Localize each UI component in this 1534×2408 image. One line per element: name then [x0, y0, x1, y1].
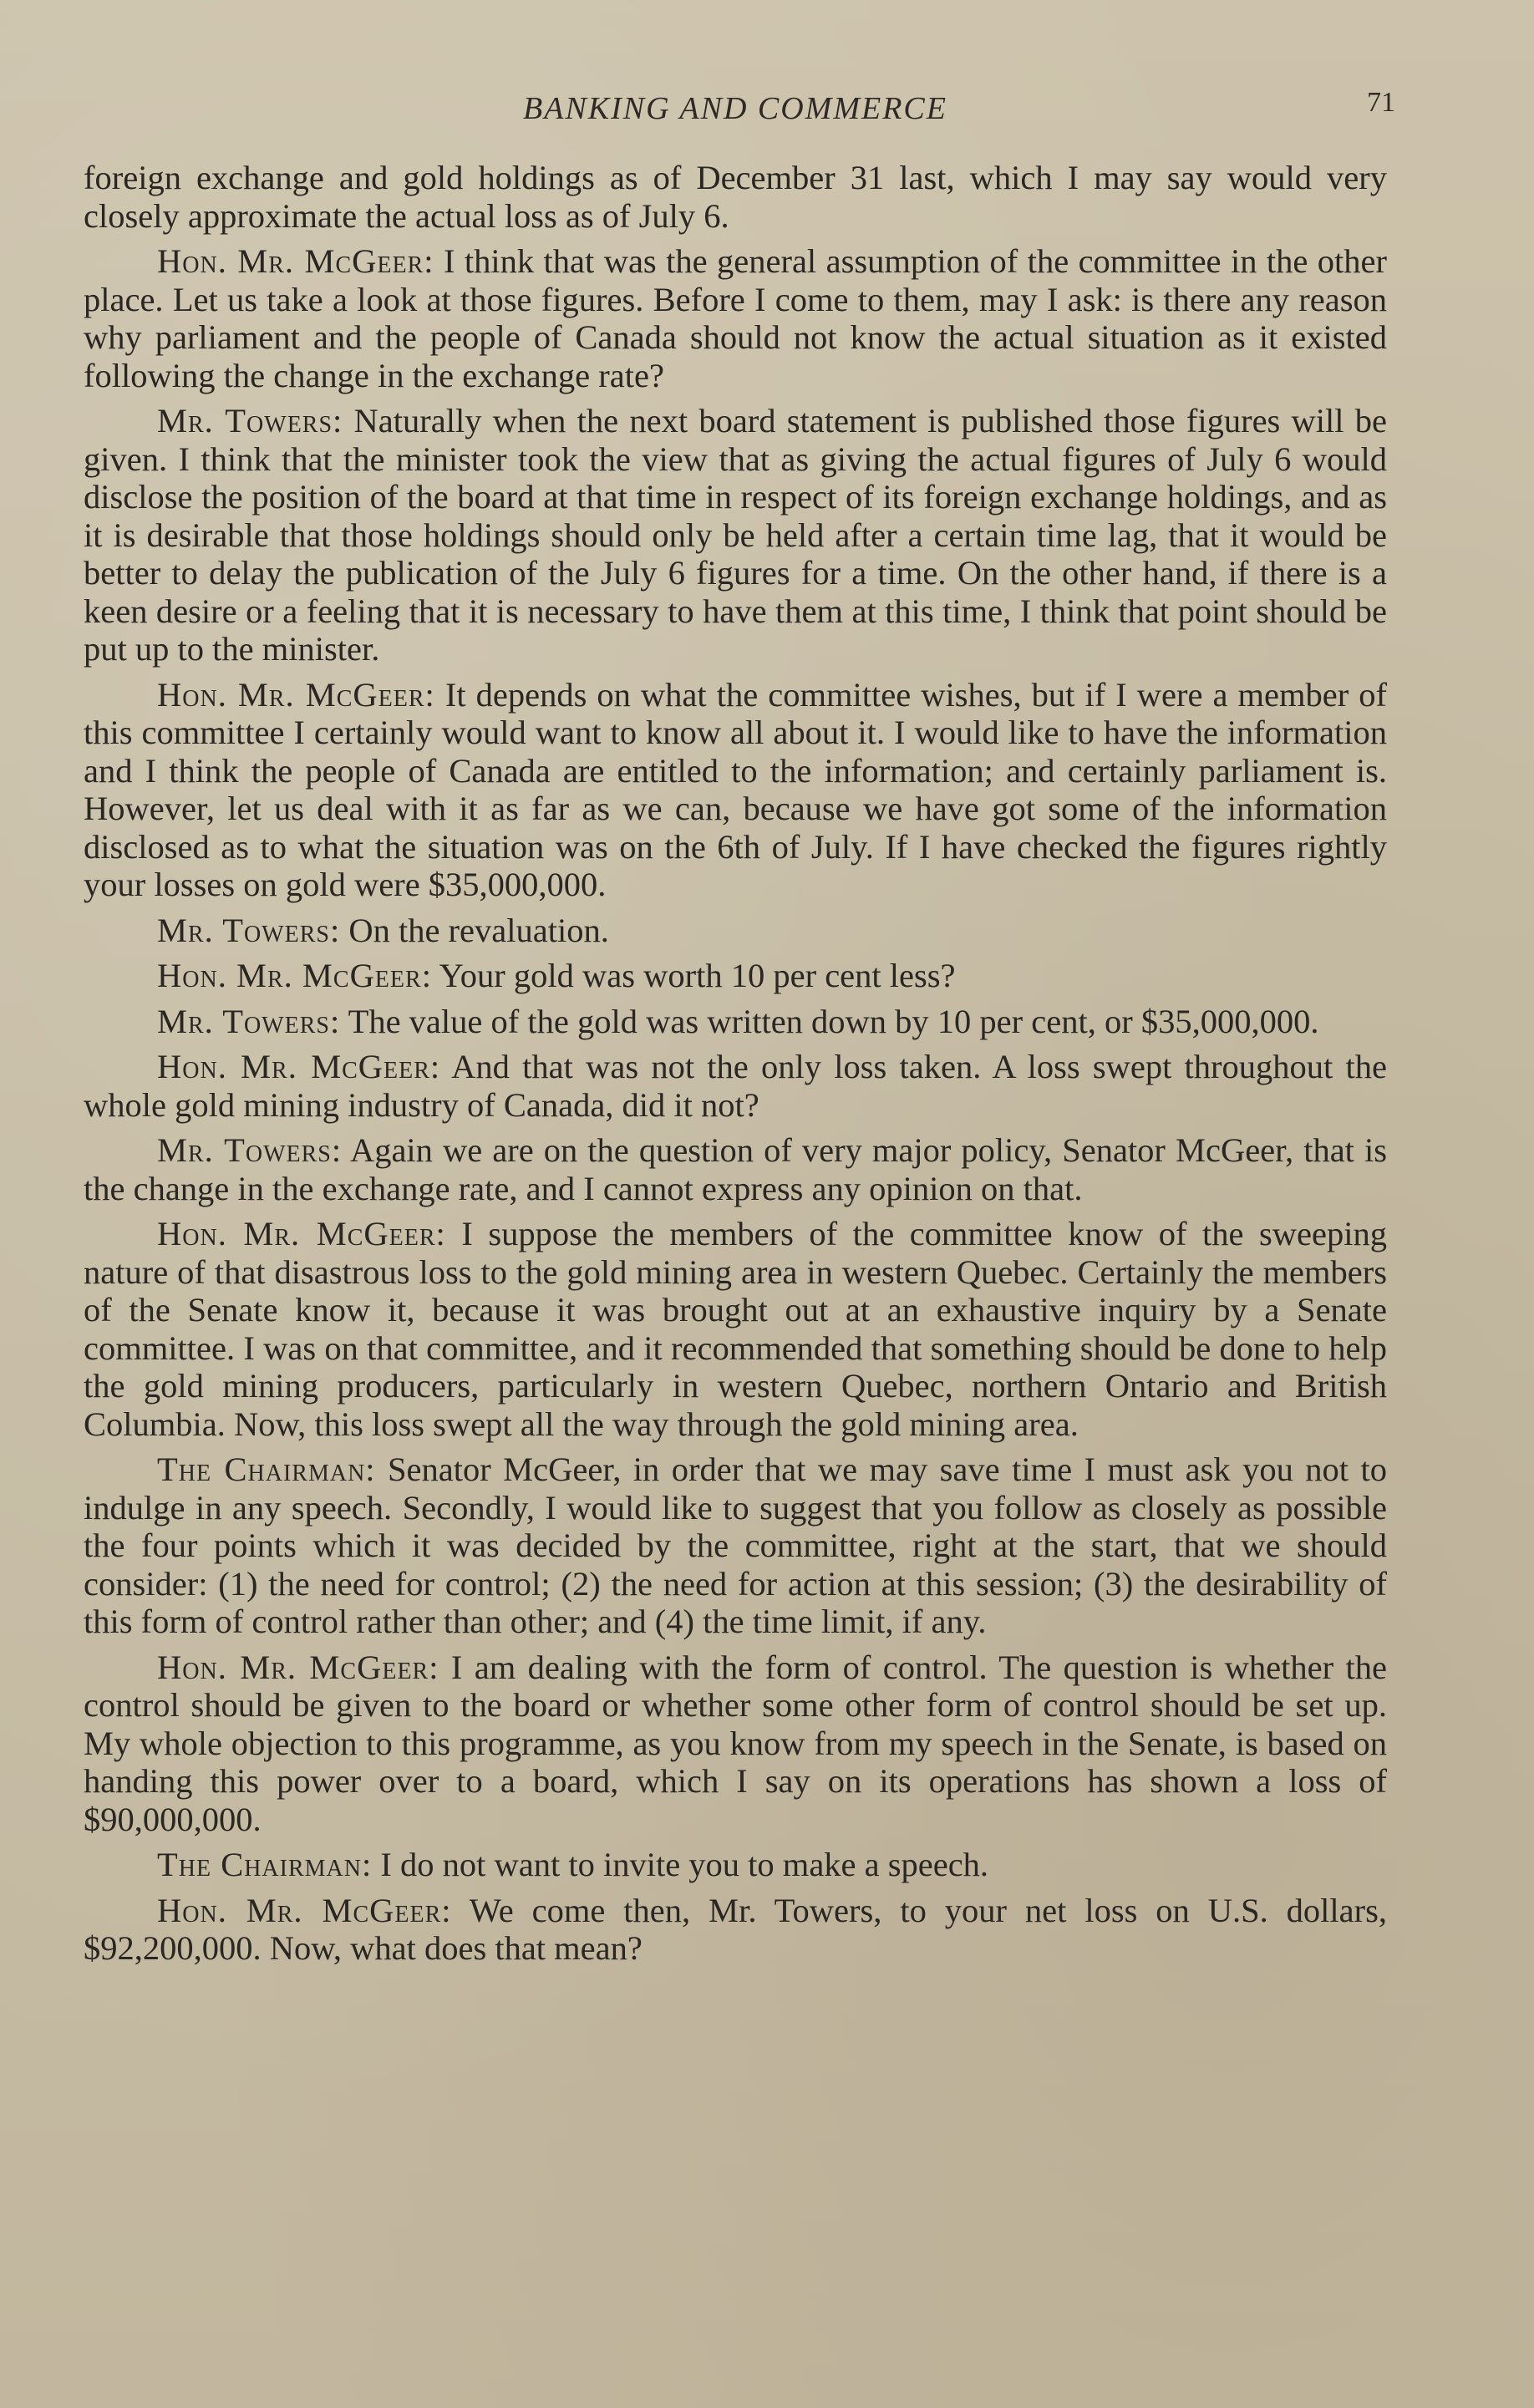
speaker: Mr. Towers:: [157, 1002, 341, 1040]
paragraph: [84, 1215, 1387, 1443]
body-text: [84, 159, 1387, 1975]
paragraph: [84, 957, 1387, 995]
paragraph: [84, 242, 1387, 394]
speaker: Mr. Towers:: [157, 1131, 343, 1169]
speaker: The Chairman:: [157, 1846, 373, 1883]
paragraph-text: Senator McGeer, in order that we may save time I must ask you not to indulge in any speech. Secondly, I would like to suggest that you follow as closely as possible the four points which it was decided by the committee, right at the start, that we should consider: (1) the need for control; (2) the need for action at this session; (3) the desirability of this form of control rather than other; and (4) the time limit, if any.: [84, 1450, 1387, 1640]
paragraph-text: I am dealing with the form of control. The question is whether the control should be given to the board or whether some other form of control should be set up. My whole objection to this programme, as you know from my speech in the Senate, is based on handing this power over to a board, which I say on its operations has shown a loss of $90,000,000.: [84, 1648, 1387, 1838]
paragraph-text: I think that was the general assumption of the committee in the other place. Let us take a look at those figures. Before I come to them, may I ask: is there any reason why parliament and the people of Canada should not know the actual situation as it existed following the change in the exchange rate?: [84, 242, 1387, 394]
speaker: Mr. Towers:: [157, 911, 341, 949]
paragraph: [84, 912, 1387, 950]
paragraph: [84, 402, 1387, 668]
paragraph: [84, 1003, 1387, 1041]
paragraph-text: And that was not the only loss taken. A loss swept throughout the whole gold mining industry of Canada, did it not?: [84, 1048, 1388, 1124]
speaker: Mr. Towers:: [157, 402, 343, 439]
paragraph-text: On the revaluation.: [340, 911, 609, 949]
paragraph: [84, 1649, 1387, 1839]
speaker: Hon. Mr. McGeer:: [157, 1648, 439, 1686]
speaker: Hon. Mr. McGeer:: [157, 1215, 446, 1252]
speaker: Hon. Mr. McGeer:: [157, 242, 434, 280]
page-number: 71: [1367, 87, 1395, 118]
paragraph: [84, 159, 1387, 235]
paragraph: [84, 1892, 1387, 1968]
paragraph: [84, 676, 1387, 904]
paragraph-text: foreign exchange and gold holdings as of December 31 last, which I may say would very closely approximate the actual loss as of July 6.: [84, 159, 1387, 235]
paragraph: [84, 1131, 1387, 1207]
speaker: Hon. Mr. McGeer:: [157, 1891, 452, 1929]
paragraph-text: Naturally when the next board statement is published those figures will be given. I think that the minister took the view that as giving the actual figures of July 6 would disclose the position of the board at that time in respect of its foreign exchange holdings, and as it is desirable that those holdings should only be held after a certain time lag, that it would be better to delay the publication of the July 6 figures for a time. On the other hand, if there is a keen desire or a feeling that it is necessary to have them at this time, I think that point should be put up to the minister.: [84, 402, 1388, 668]
speaker: Hon. Mr. McGeer:: [157, 1048, 441, 1085]
paragraph-text: The value of the gold was written down by 10 per cent, or $35,000,000.: [340, 1002, 1319, 1040]
paragraph-text: It depends on what the committee wishes, but if I were a member of this committee I certainly would want to know all about it. I would like to have the information and I think the people of Canada are entitled to the information; and certainly parliament is. However, let us deal with it as far as we can, because we have got some of the information disclosed as to what the situation was on the 6th of July. If I have checked the figures rightly your losses on gold were $35,000,000.: [84, 675, 1387, 903]
paragraph: [84, 1846, 1387, 1884]
paragraph: [84, 1048, 1387, 1124]
paragraph-text: Again we are on the question of very major policy, Senator McGeer, that is the change in the exchange rate, and I cannot express any opinion on that.: [84, 1131, 1387, 1207]
paragraph-text: I do not want to invite you to make a speech.: [372, 1846, 989, 1883]
running-head: BANKING AND COMMERCE: [523, 91, 947, 126]
speaker: Hon. Mr. McGeer:: [157, 957, 432, 994]
paragraph: [84, 1450, 1387, 1641]
paragraph-text: Your gold was worth 10 per cent less?: [431, 957, 956, 994]
paragraph-text: We come then, Mr. Towers, to your net loss on U.S. dollars, $92,200,000. Now, what does that mean?: [84, 1891, 1387, 1967]
paragraph-text: I suppose the members of the committee know of the sweeping nature of that disastrous loss to the gold mining area in western Quebec. Certainly the members of the Senate know it, because it was brought out at an exhaustive inquiry by a Senate committee. I was on that committee, and it recommended that something should be done to help the gold mining producers, particularly in western Quebec, northern Ontario and British Columbia. Now, this loss swept all the way through the gold mining area.: [84, 1215, 1387, 1443]
speaker: Hon. Mr. McGeer:: [157, 675, 435, 714]
speaker: The Chairman:: [157, 1450, 376, 1488]
page-header: [84, 87, 1395, 137]
